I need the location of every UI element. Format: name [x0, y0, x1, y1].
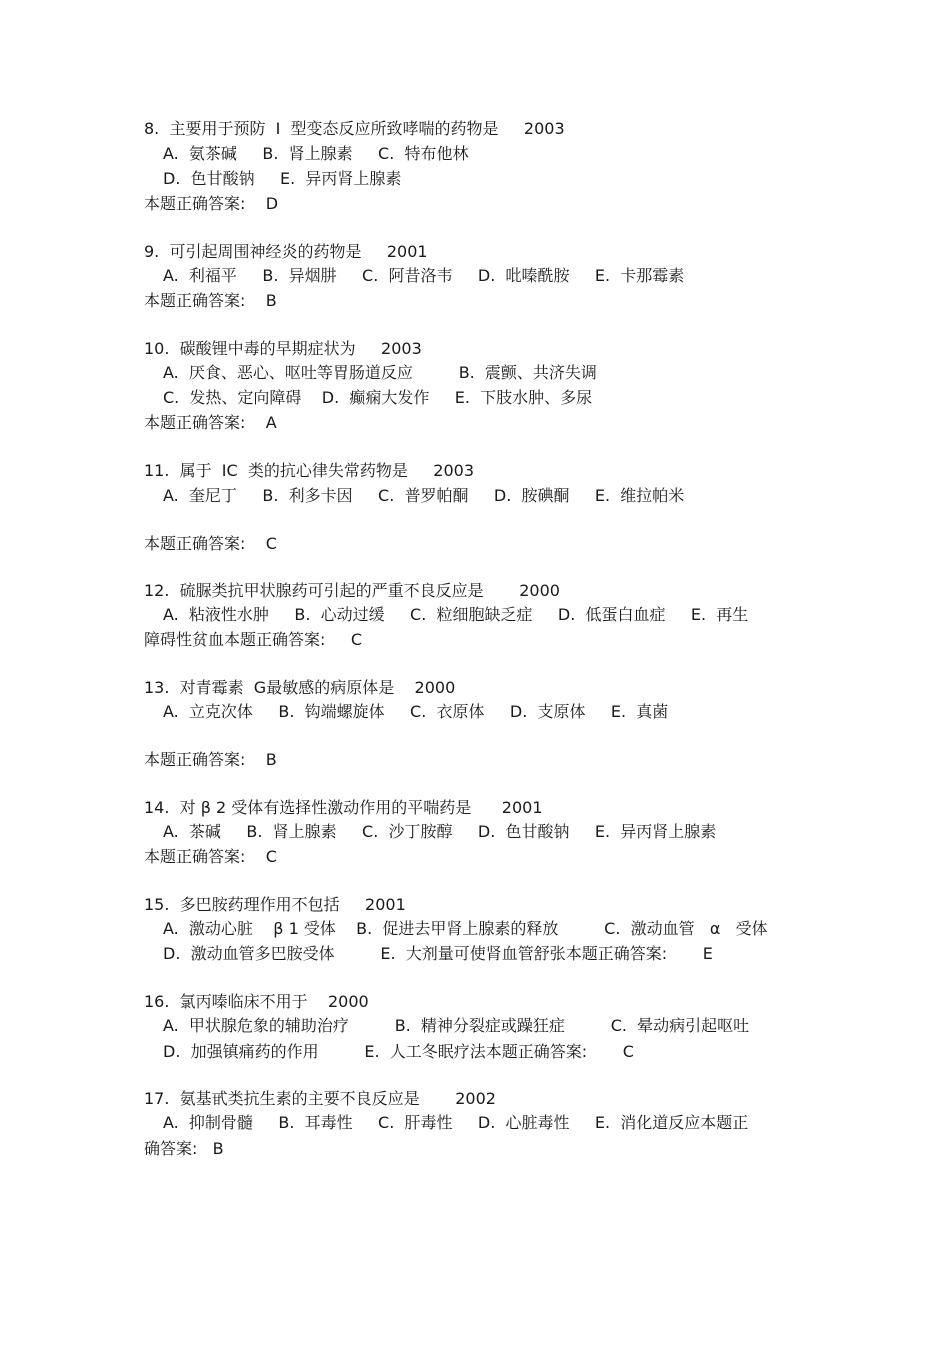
question-12-options: A. 粘液性水肿 B. 心动过缓 C. 粒细胞缺乏症 D. 低蛋白血症 E. 再生: [163, 605, 749, 624]
question-14-stem: 14. 对 β 2 受体有选择性激动作用的平喘药是 2001: [144, 798, 543, 817]
question-8-options-1: A. 氨茶碱 B. 肾上腺素 C. 特布他林: [163, 144, 469, 163]
question-17-options: A. 抑制骨髓 B. 耳毒性 C. 肝毒性 D. 心脏毒性 E. 消化道反应本题正: [163, 1113, 749, 1132]
question-11-stem: 11. 属于 IC 类的抗心律失常药物是 2003: [144, 461, 475, 480]
question-10-answer: 本题正确答案: A: [144, 413, 277, 432]
question-11-answer: 本题正确答案: C: [144, 534, 277, 553]
question-12-stem: 12. 硫脲类抗甲状腺药可引起的严重不良反应是 2000: [144, 581, 560, 600]
question-16-stem: 16. 氯丙嗪临床不用于 2000: [144, 992, 369, 1011]
question-8-answer: 本题正确答案: D: [144, 194, 279, 213]
question-8-options-2: D. 色甘酸钠 E. 异丙肾上腺素: [163, 169, 402, 188]
question-9-stem: 9. 可引起周围神经炎的药物是 2001: [144, 242, 428, 261]
question-15-options-2: D. 激动血管多巴胺受体 E. 大剂量可使肾血管舒张本题正确答案: E: [163, 944, 713, 963]
question-15-stem: 15. 多巴胺药理作用不包括 2001: [144, 895, 406, 914]
question-16-options-2: D. 加强镇痛药的作用 E. 人工冬眠疗法本题正确答案: C: [163, 1042, 634, 1061]
question-10-options-1: A. 厌食、恶心、呕吐等胃肠道反应 B. 震颤、共济失调: [163, 363, 597, 382]
question-10-options-2: C. 发热、定向障碍 D. 癫痫大发作 E. 下肢水肿、多尿: [163, 388, 593, 407]
question-9-options: A. 利福平 B. 异烟肼 C. 阿昔洛韦 D. 吡嗪酰胺 E. 卡那霉素: [163, 266, 685, 285]
question-16-options-1: A. 甲状腺危象的辅助治疗 B. 精神分裂症或躁狂症 C. 晕动病引起呕吐: [163, 1016, 750, 1035]
question-11-options: A. 奎尼丁 B. 利多卡因 C. 普罗帕酮 D. 胺碘酮 E. 维拉帕米: [163, 486, 685, 505]
question-14-answer: 本题正确答案: C: [144, 847, 277, 866]
question-17-answer: 确答案: B: [144, 1139, 224, 1158]
question-15-options-1: A. 激动心脏 β 1 受体 B. 促进去甲肾上腺素的释放 C. 激动血管 α 受体: [163, 919, 768, 938]
question-13-options: A. 立克次体 B. 钩端螺旋体 C. 衣原体 D. 支原体 E. 真菌: [163, 702, 669, 721]
question-17-stem: 17. 氨基甙类抗生素的主要不良反应是 2002: [144, 1089, 496, 1108]
question-13-answer: 本题正确答案: B: [144, 750, 277, 769]
question-12-answer: 障碍性贫血本题正确答案: C: [144, 630, 362, 649]
question-14-options: A. 茶碱 B. 肾上腺素 C. 沙丁胺醇 D. 色甘酸钠 E. 异丙肾上腺素: [163, 822, 717, 841]
question-13-stem: 13. 对青霉素 G最敏感的病原体是 2000: [144, 678, 456, 697]
question-8-stem: 8. 主要用于预防 I 型变态反应所致哮喘的药物是 2003: [144, 119, 565, 138]
question-10-stem: 10. 碳酸锂中毒的早期症状为 2003: [144, 339, 422, 358]
question-9-answer: 本题正确答案: B: [144, 291, 277, 310]
